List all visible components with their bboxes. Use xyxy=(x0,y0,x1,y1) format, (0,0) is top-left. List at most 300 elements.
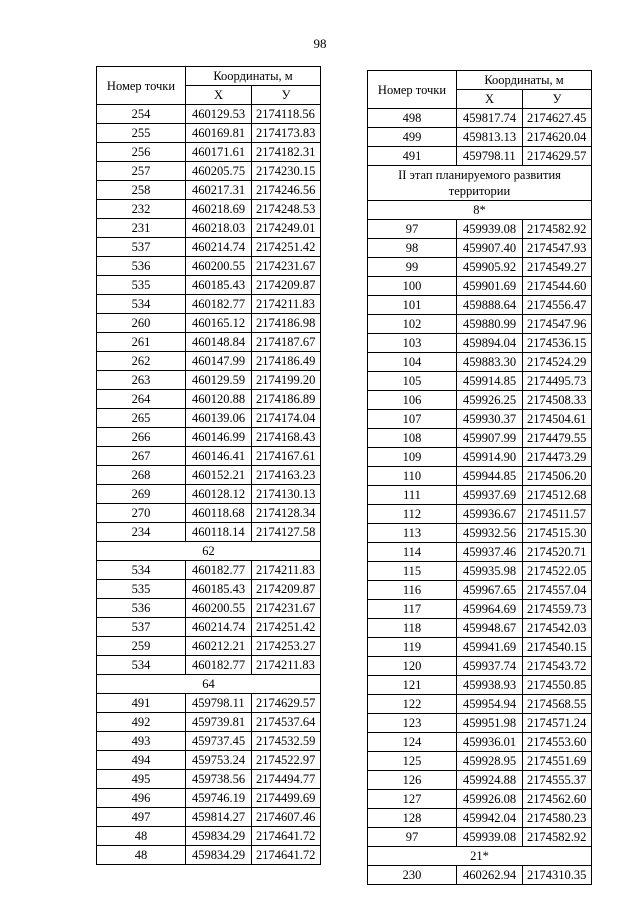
table-row xyxy=(368,809,592,828)
table-row xyxy=(97,599,321,618)
table-row xyxy=(97,238,321,257)
table-row xyxy=(97,504,321,523)
table-row xyxy=(97,827,321,846)
table-row xyxy=(368,562,592,581)
x-coordinate-cell: 459932.56 xyxy=(457,524,523,543)
point-number-cell: 535 xyxy=(97,276,186,295)
x-coordinate-cell: 459939.08 xyxy=(457,828,523,847)
x-coordinate-cell: 459939.08 xyxy=(457,220,523,239)
x-coordinate-cell: 459738.56 xyxy=(186,770,252,789)
table-row xyxy=(368,733,592,752)
table-row xyxy=(97,523,321,542)
x-coordinate-cell: 459951.98 xyxy=(457,714,523,733)
point-number-cell: 265 xyxy=(97,409,186,428)
point-number-cell: 99 xyxy=(368,258,457,277)
table-row xyxy=(97,846,321,865)
point-number-cell: 108 xyxy=(368,429,457,448)
x-coordinate-cell: 460182.77 xyxy=(186,656,252,675)
y-coordinate-cell: 2174524.29 xyxy=(523,353,592,372)
y-coordinate-cell: 2174542.03 xyxy=(523,619,592,638)
coordinates-header: Координаты, м xyxy=(457,71,592,90)
y-coordinate-cell: 2174627.45 xyxy=(523,109,592,128)
table-row xyxy=(368,277,592,296)
x-coordinate-cell: 460185.43 xyxy=(186,276,252,295)
y-coordinate-cell: 2174249.01 xyxy=(252,219,321,238)
table-row xyxy=(97,371,321,390)
table-row xyxy=(97,143,321,162)
x-coordinate-cell: 459938.93 xyxy=(457,676,523,695)
y-coordinate-cell: 2174532.59 xyxy=(252,732,321,751)
table-row xyxy=(97,751,321,770)
point-number-cell: 535 xyxy=(97,580,186,599)
x-header: X xyxy=(457,90,523,109)
point-number-cell: 126 xyxy=(368,771,457,790)
point-number-cell: 117 xyxy=(368,600,457,619)
table-row xyxy=(368,109,592,128)
point-number-cell: 537 xyxy=(97,618,186,637)
y-coordinate-cell: 2174495.73 xyxy=(523,372,592,391)
y-coordinate-cell: 2174473.29 xyxy=(523,448,592,467)
table-row xyxy=(97,105,321,124)
x-coordinate-cell: 459753.24 xyxy=(186,751,252,770)
table-row xyxy=(368,147,592,166)
y-coordinate-cell: 2174186.89 xyxy=(252,390,321,409)
y-coordinate-cell: 2174520.71 xyxy=(523,543,592,562)
point-number-cell: 492 xyxy=(97,713,186,732)
stage-title: II этап планируемого развития территории xyxy=(368,166,592,201)
point-number-cell: 123 xyxy=(368,714,457,733)
x-coordinate-cell: 460171.61 xyxy=(186,143,252,162)
y-coordinate-cell: 2174182.31 xyxy=(252,143,321,162)
table-row xyxy=(97,428,321,447)
table-row xyxy=(368,676,592,695)
y-coordinate-cell: 2174522.97 xyxy=(252,751,321,770)
x-coordinate-cell: 460217.31 xyxy=(186,181,252,200)
coordinates-table-left xyxy=(96,66,321,865)
y-coordinate-cell: 2174540.15 xyxy=(523,638,592,657)
stage-row xyxy=(368,166,592,201)
y-coordinate-cell: 2174515.30 xyxy=(523,524,592,543)
x-coordinate-cell: 459937.69 xyxy=(457,486,523,505)
x-coordinate-cell: 460148.84 xyxy=(186,333,252,352)
coordinates-table-right xyxy=(367,70,592,885)
x-coordinate-cell: 460118.68 xyxy=(186,504,252,523)
x-coordinate-cell: 460146.41 xyxy=(186,447,252,466)
table-row xyxy=(368,391,592,410)
table-row xyxy=(368,619,592,638)
y-coordinate-cell: 2174248.53 xyxy=(252,200,321,219)
y-coordinate-cell: 2174620.04 xyxy=(523,128,592,147)
x-coordinate-cell: 459964.69 xyxy=(457,600,523,619)
table-row xyxy=(368,695,592,714)
point-number-header: Номер точки xyxy=(368,71,457,109)
table-row xyxy=(97,713,321,732)
point-number-cell: 102 xyxy=(368,315,457,334)
y-coordinate-cell: 2174211.83 xyxy=(252,295,321,314)
point-number-cell: 110 xyxy=(368,467,457,486)
table-row xyxy=(97,276,321,295)
y-coordinate-cell: 2174547.96 xyxy=(523,315,592,334)
y-coordinate-cell: 2174310.35 xyxy=(523,866,592,885)
x-coordinate-cell: 459907.40 xyxy=(457,239,523,258)
point-number-cell: 493 xyxy=(97,732,186,751)
table-row xyxy=(368,220,592,239)
table-row xyxy=(97,808,321,827)
y-coordinate-cell: 2174629.57 xyxy=(252,694,321,713)
x-coordinate-cell: 460147.99 xyxy=(186,352,252,371)
x-coordinate-cell: 460214.74 xyxy=(186,618,252,637)
x-coordinate-cell: 459914.85 xyxy=(457,372,523,391)
y-coordinate-cell: 2174128.34 xyxy=(252,504,321,523)
section-row xyxy=(97,675,321,694)
point-number-cell: 109 xyxy=(368,448,457,467)
x-coordinate-cell: 460120.88 xyxy=(186,390,252,409)
point-number-cell: 536 xyxy=(97,257,186,276)
x-coordinate-cell: 460218.69 xyxy=(186,200,252,219)
x-coordinate-cell: 459936.01 xyxy=(457,733,523,752)
x-coordinate-cell: 460169.81 xyxy=(186,124,252,143)
point-number-cell: 114 xyxy=(368,543,457,562)
point-number-cell: 534 xyxy=(97,656,186,675)
table-row xyxy=(368,866,592,885)
point-number-cell: 534 xyxy=(97,561,186,580)
x-coordinate-cell: 459894.04 xyxy=(457,334,523,353)
y-coordinate-cell: 2174211.83 xyxy=(252,561,321,580)
section-label: 21* xyxy=(368,847,592,866)
point-number-cell: 268 xyxy=(97,466,186,485)
table-row xyxy=(368,410,592,429)
y-coordinate-cell: 2174231.67 xyxy=(252,599,321,618)
x-coordinate-cell: 459936.67 xyxy=(457,505,523,524)
y-coordinate-cell: 2174537.64 xyxy=(252,713,321,732)
x-coordinate-cell: 459928.95 xyxy=(457,752,523,771)
y-coordinate-cell: 2174118.56 xyxy=(252,105,321,124)
y-coordinate-cell: 2174168.43 xyxy=(252,428,321,447)
table-row xyxy=(368,353,592,372)
point-number-cell: 537 xyxy=(97,238,186,257)
y-coordinate-cell: 2174556.47 xyxy=(523,296,592,315)
y-coordinate-cell: 2174582.92 xyxy=(523,828,592,847)
x-coordinate-cell: 459901.69 xyxy=(457,277,523,296)
x-coordinate-cell: 459814.27 xyxy=(186,808,252,827)
y-coordinate-cell: 2174559.73 xyxy=(523,600,592,619)
point-number-cell: 97 xyxy=(368,220,457,239)
y-coordinate-cell: 2174479.55 xyxy=(523,429,592,448)
y-coordinate-cell: 2174211.83 xyxy=(252,656,321,675)
table-row xyxy=(368,657,592,676)
point-number-cell: 260 xyxy=(97,314,186,333)
point-number-cell: 494 xyxy=(97,751,186,770)
x-coordinate-cell: 459813.13 xyxy=(457,128,523,147)
point-number-cell: 106 xyxy=(368,391,457,410)
y-coordinate-cell: 2174187.67 xyxy=(252,333,321,352)
point-number-cell: 258 xyxy=(97,181,186,200)
point-number-cell: 118 xyxy=(368,619,457,638)
point-number-cell: 497 xyxy=(97,808,186,827)
point-number-cell: 264 xyxy=(97,390,186,409)
table-row xyxy=(368,296,592,315)
y-header: У xyxy=(252,86,321,105)
y-coordinate-cell: 2174508.33 xyxy=(523,391,592,410)
point-number-cell: 536 xyxy=(97,599,186,618)
x-coordinate-cell: 459737.45 xyxy=(186,732,252,751)
point-number-cell: 127 xyxy=(368,790,457,809)
point-number-cell: 269 xyxy=(97,485,186,504)
x-coordinate-cell: 459941.69 xyxy=(457,638,523,657)
y-coordinate-cell: 2174199.20 xyxy=(252,371,321,390)
x-coordinate-cell: 459883.30 xyxy=(457,353,523,372)
table-row xyxy=(368,600,592,619)
x-coordinate-cell: 459905.92 xyxy=(457,258,523,277)
table-row xyxy=(97,219,321,238)
point-number-cell: 263 xyxy=(97,371,186,390)
point-number-cell: 267 xyxy=(97,447,186,466)
y-coordinate-cell: 2174130.13 xyxy=(252,485,321,504)
table-row xyxy=(368,828,592,847)
x-coordinate-cell: 459798.11 xyxy=(186,694,252,713)
point-number-cell: 119 xyxy=(368,638,457,657)
point-number-cell: 105 xyxy=(368,372,457,391)
point-number-cell: 116 xyxy=(368,581,457,600)
point-number-cell: 103 xyxy=(368,334,457,353)
table-row xyxy=(97,390,321,409)
x-coordinate-cell: 460185.43 xyxy=(186,580,252,599)
point-number-cell: 234 xyxy=(97,523,186,542)
y-coordinate-cell: 2174555.37 xyxy=(523,771,592,790)
y-coordinate-cell: 2174536.15 xyxy=(523,334,592,353)
y-coordinate-cell: 2174553.60 xyxy=(523,733,592,752)
table-row xyxy=(97,181,321,200)
y-coordinate-cell: 2174253.27 xyxy=(252,637,321,656)
point-number-cell: 112 xyxy=(368,505,457,524)
point-number-cell: 499 xyxy=(368,128,457,147)
x-coordinate-cell: 460218.03 xyxy=(186,219,252,238)
point-number-cell: 256 xyxy=(97,143,186,162)
y-coordinate-cell: 2174543.72 xyxy=(523,657,592,676)
x-coordinate-cell: 460128.12 xyxy=(186,485,252,504)
point-number-cell: 254 xyxy=(97,105,186,124)
table-row xyxy=(368,524,592,543)
y-coordinate-cell: 2174251.42 xyxy=(252,618,321,637)
y-coordinate-cell: 2174550.85 xyxy=(523,676,592,695)
y-coordinate-cell: 2174629.57 xyxy=(523,147,592,166)
table-row xyxy=(368,128,592,147)
table-row xyxy=(368,239,592,258)
y-coordinate-cell: 2174186.49 xyxy=(252,352,321,371)
x-coordinate-cell: 460129.59 xyxy=(186,371,252,390)
table-row xyxy=(97,789,321,808)
y-coordinate-cell: 2174607.46 xyxy=(252,808,321,827)
point-number-cell: 496 xyxy=(97,789,186,808)
x-coordinate-cell: 460205.75 xyxy=(186,162,252,181)
page-number: 98 xyxy=(313,36,327,51)
x-coordinate-cell: 459926.25 xyxy=(457,391,523,410)
point-number-cell: 115 xyxy=(368,562,457,581)
section-label: 62 xyxy=(97,542,321,561)
section-row xyxy=(368,847,592,866)
point-number-cell: 491 xyxy=(368,147,457,166)
y-coordinate-cell: 2174580.23 xyxy=(523,809,592,828)
point-number-cell: 262 xyxy=(97,352,186,371)
y-coordinate-cell: 2174512.68 xyxy=(523,486,592,505)
x-coordinate-cell: 459834.29 xyxy=(186,827,252,846)
x-coordinate-cell: 460262.94 xyxy=(457,866,523,885)
point-number-cell: 100 xyxy=(368,277,457,296)
y-coordinate-cell: 2174544.60 xyxy=(523,277,592,296)
table-row xyxy=(97,694,321,713)
point-number-cell: 125 xyxy=(368,752,457,771)
x-coordinate-cell: 460152.21 xyxy=(186,466,252,485)
x-coordinate-cell: 460200.55 xyxy=(186,599,252,618)
y-coordinate-cell: 2174251.42 xyxy=(252,238,321,257)
table-row xyxy=(97,466,321,485)
table-row xyxy=(97,162,321,181)
y-coordinate-cell: 2174209.87 xyxy=(252,276,321,295)
x-coordinate-cell: 460165.12 xyxy=(186,314,252,333)
table-row xyxy=(368,486,592,505)
table-row xyxy=(97,352,321,371)
point-number-cell: 48 xyxy=(97,827,186,846)
table-row xyxy=(97,561,321,580)
y-coordinate-cell: 2174506.20 xyxy=(523,467,592,486)
point-number-cell: 98 xyxy=(368,239,457,258)
y-coordinate-cell: 2174549.27 xyxy=(523,258,592,277)
x-coordinate-cell: 459937.46 xyxy=(457,543,523,562)
table-row xyxy=(97,314,321,333)
x-coordinate-cell: 459746.19 xyxy=(186,789,252,808)
table-row xyxy=(97,124,321,143)
point-number-cell: 261 xyxy=(97,333,186,352)
table-row xyxy=(97,485,321,504)
y-coordinate-cell: 2174504.61 xyxy=(523,410,592,429)
point-number-cell: 120 xyxy=(368,657,457,676)
table-row xyxy=(368,448,592,467)
y-coordinate-cell: 2174582.92 xyxy=(523,220,592,239)
x-coordinate-cell: 460146.99 xyxy=(186,428,252,447)
table-row xyxy=(368,258,592,277)
x-coordinate-cell: 460214.74 xyxy=(186,238,252,257)
table-row xyxy=(97,770,321,789)
x-coordinate-cell: 459907.99 xyxy=(457,429,523,448)
point-number-cell: 104 xyxy=(368,353,457,372)
coordinates-header: Координаты, м xyxy=(186,67,321,86)
y-coordinate-cell: 2174499.69 xyxy=(252,789,321,808)
x-coordinate-cell: 459954.94 xyxy=(457,695,523,714)
point-number-cell: 232 xyxy=(97,200,186,219)
y-coordinate-cell: 2174511.57 xyxy=(523,505,592,524)
y-coordinate-cell: 2174562.60 xyxy=(523,790,592,809)
point-number-cell: 230 xyxy=(368,866,457,885)
point-number-cell: 495 xyxy=(97,770,186,789)
table-row xyxy=(97,333,321,352)
point-number-cell: 122 xyxy=(368,695,457,714)
x-coordinate-cell: 460182.77 xyxy=(186,295,252,314)
y-coordinate-cell: 2174568.55 xyxy=(523,695,592,714)
x-coordinate-cell: 459739.81 xyxy=(186,713,252,732)
y-coordinate-cell: 2174231.67 xyxy=(252,257,321,276)
y-coordinate-cell: 2174174.04 xyxy=(252,409,321,428)
x-coordinate-cell: 459935.98 xyxy=(457,562,523,581)
table-row xyxy=(368,467,592,486)
y-coordinate-cell: 2174571.24 xyxy=(523,714,592,733)
x-coordinate-cell: 459914.90 xyxy=(457,448,523,467)
x-coordinate-cell: 459937.74 xyxy=(457,657,523,676)
table-row xyxy=(368,315,592,334)
table-row xyxy=(368,752,592,771)
point-number-cell: 498 xyxy=(368,109,457,128)
x-coordinate-cell: 460212.21 xyxy=(186,637,252,656)
point-number-cell: 257 xyxy=(97,162,186,181)
point-number-cell: 101 xyxy=(368,296,457,315)
section-row xyxy=(368,201,592,220)
y-header: У xyxy=(523,90,592,109)
table-row xyxy=(97,200,321,219)
y-coordinate-cell: 2174186.98 xyxy=(252,314,321,333)
y-coordinate-cell: 2174173.83 xyxy=(252,124,321,143)
table-row xyxy=(97,656,321,675)
x-coordinate-cell: 460118.14 xyxy=(186,523,252,542)
x-coordinate-cell: 459930.37 xyxy=(457,410,523,429)
table-row xyxy=(97,637,321,656)
table-row xyxy=(97,295,321,314)
x-coordinate-cell: 459944.85 xyxy=(457,467,523,486)
x-coordinate-cell: 459926.08 xyxy=(457,790,523,809)
y-coordinate-cell: 2174127.58 xyxy=(252,523,321,542)
table-row xyxy=(368,771,592,790)
x-coordinate-cell: 459798.11 xyxy=(457,147,523,166)
point-number-cell: 124 xyxy=(368,733,457,752)
point-number-cell: 128 xyxy=(368,809,457,828)
section-label: 64 xyxy=(97,675,321,694)
table-row xyxy=(368,790,592,809)
table-row xyxy=(97,257,321,276)
point-number-cell: 121 xyxy=(368,676,457,695)
x-coordinate-cell: 459942.04 xyxy=(457,809,523,828)
table-row xyxy=(368,429,592,448)
table-row xyxy=(97,580,321,599)
table-row xyxy=(97,732,321,751)
point-number-cell: 259 xyxy=(97,637,186,656)
table-row xyxy=(97,409,321,428)
y-coordinate-cell: 2174494.77 xyxy=(252,770,321,789)
x-coordinate-cell: 460139.06 xyxy=(186,409,252,428)
table-row xyxy=(368,638,592,657)
x-coordinate-cell: 459967.65 xyxy=(457,581,523,600)
point-number-cell: 491 xyxy=(97,694,186,713)
y-coordinate-cell: 2174522.05 xyxy=(523,562,592,581)
x-coordinate-cell: 459834.29 xyxy=(186,846,252,865)
y-coordinate-cell: 2174246.56 xyxy=(252,181,321,200)
x-coordinate-cell: 460182.77 xyxy=(186,561,252,580)
x-coordinate-cell: 459817.74 xyxy=(457,109,523,128)
x-coordinate-cell: 459924.88 xyxy=(457,771,523,790)
point-number-cell: 270 xyxy=(97,504,186,523)
point-number-cell: 231 xyxy=(97,219,186,238)
table-row xyxy=(368,334,592,353)
table-row xyxy=(368,505,592,524)
y-coordinate-cell: 2174641.72 xyxy=(252,846,321,865)
y-coordinate-cell: 2174230.15 xyxy=(252,162,321,181)
point-number-cell: 113 xyxy=(368,524,457,543)
y-coordinate-cell: 2174557.04 xyxy=(523,581,592,600)
point-number-cell: 97 xyxy=(368,828,457,847)
point-number-cell: 266 xyxy=(97,428,186,447)
table-row xyxy=(368,714,592,733)
point-number-cell: 255 xyxy=(97,124,186,143)
point-number-header: Номер точки xyxy=(97,67,186,105)
y-coordinate-cell: 2174209.87 xyxy=(252,580,321,599)
x-coordinate-cell: 460200.55 xyxy=(186,257,252,276)
